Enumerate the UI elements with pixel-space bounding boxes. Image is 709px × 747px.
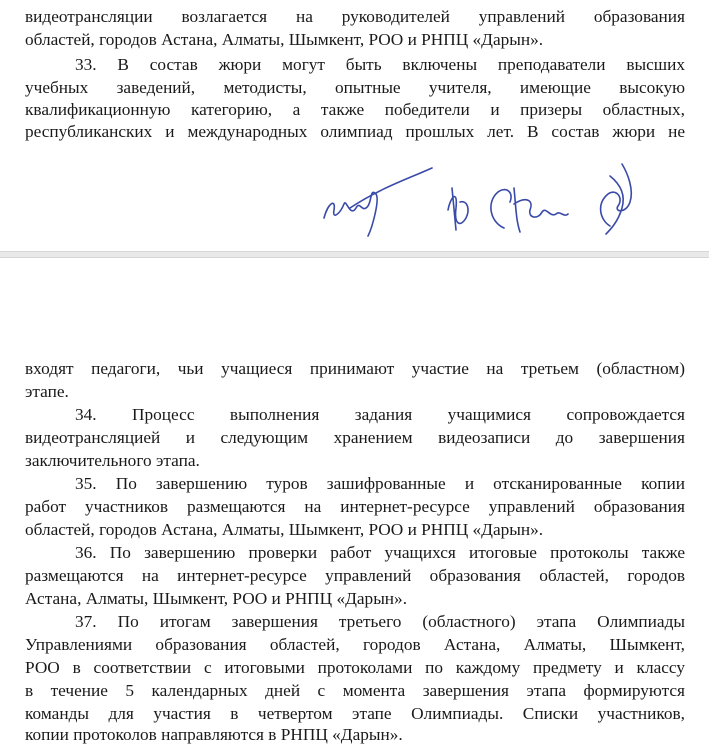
text-line: учебных заведений, методисты, опытные учителя, имеющие высокую	[25, 78, 685, 97]
text-line: этапе.	[25, 382, 69, 401]
paragraph-35-start: 35. По завершению туров зашифрованные и отсканированные копии	[75, 474, 685, 493]
paragraph-36-start: 36. По завершению проверки работ учащихся итоговые протоколы также	[75, 543, 685, 562]
signature-3	[491, 188, 568, 232]
text-line: Астана, Алматы, Шымкент, РОО и РНПЦ «Дарын».	[25, 589, 408, 608]
document-page-bottom	[0, 258, 709, 747]
signatures	[310, 148, 650, 248]
text-line: РОО в соответствии с итоговыми протоколами по каждому предмету и классу	[25, 658, 685, 677]
text-line: команды для участия в четвертом этапе Олимпиады. Списки участников,	[25, 704, 685, 723]
paragraph-33-start: 33. В состав жюри могут быть включены преподаватели высших	[75, 55, 685, 74]
text-line: Управлениями образования областей, городов Астана, Алматы, Шымкент,	[25, 635, 685, 654]
text-line: заключительного этапа.	[25, 451, 200, 470]
text-line: копии протоколов направляются в РНПЦ «Дарын».	[25, 725, 403, 744]
text-line: республиканских и международных олимпиад прошлых лет. В состав жюри не	[25, 122, 685, 141]
text-line: областей, городов Астана, Алматы, Шымкент, РОО и РНПЦ «Дарын».	[25, 30, 544, 49]
text-line: квалификационную категорию, а также победители и призеры областных,	[25, 100, 685, 119]
text-line: видеотрансляцией и следующим хранением видеозаписи до завершения	[25, 428, 685, 447]
text-line: в течение 5 календарных дней с момента завершения этапа формируются	[25, 681, 685, 700]
signature-1	[324, 168, 432, 236]
text-line: работ участников размещаются на интернет-ресурсе управлений образования	[25, 497, 685, 516]
text-line: областей, городов Астана, Алматы, Шымкент, РОО и РНПЦ «Дарын».	[25, 520, 544, 539]
page-separator	[0, 251, 709, 258]
signature-2	[448, 188, 468, 230]
signature-4	[601, 164, 632, 234]
text-line: входят педагоги, чьи учащиеся принимают участие на третьем (областном)	[25, 359, 685, 378]
text-line: размещаются на интернет-ресурсе управлений образования областей, городов	[25, 566, 685, 585]
paragraph-37-start: 37. По итогам завершения третьего (областного) этапа Олимпиады	[75, 612, 685, 631]
paragraph-34-start: 34. Процесс выполнения задания учащимися сопровождается	[75, 405, 685, 424]
document-page-top	[0, 0, 709, 251]
text-line: видеотрансляции возлагается на руководителей управлений образования	[25, 7, 685, 26]
